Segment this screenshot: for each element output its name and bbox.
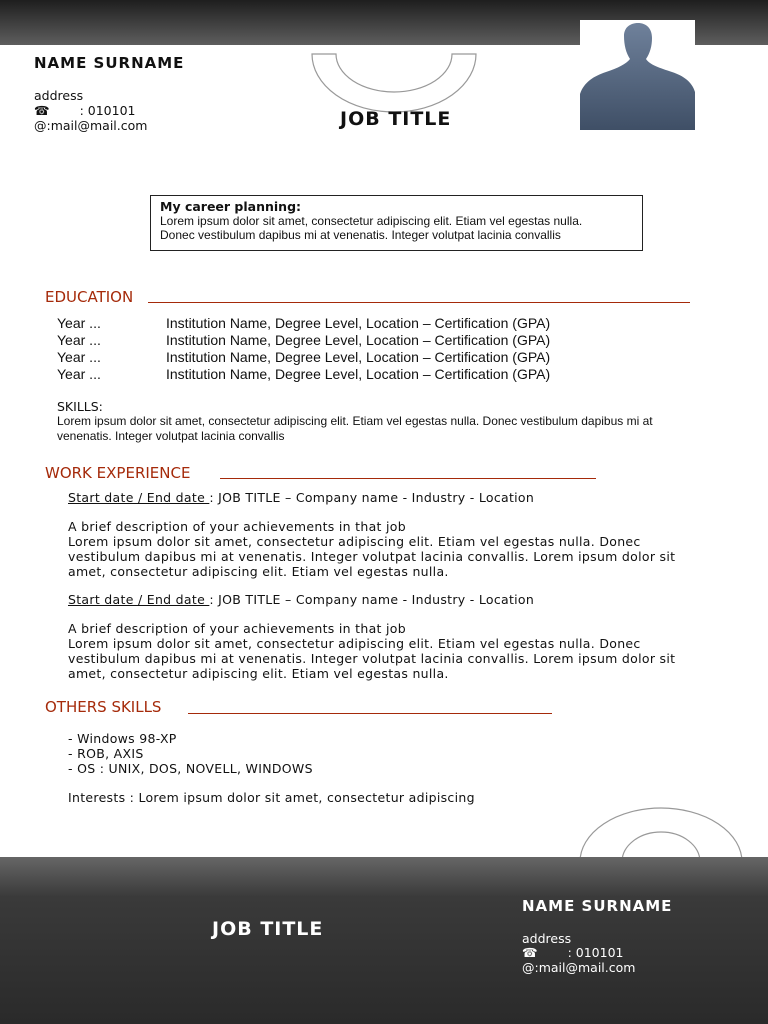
education-year: Year ...	[57, 366, 101, 382]
phone-icon: ☎	[34, 103, 50, 118]
education-row	[57, 366, 550, 383]
education-year: Year ...	[57, 315, 101, 331]
header-name: NAME SURNAME	[34, 54, 185, 72]
footer-phone: : 010101	[567, 945, 624, 960]
education-row	[57, 349, 550, 366]
work-desc-line: Lorem ipsum dolor sit amet, consectetur adipiscing elit. Etiam vel egestas nulla. Donec	[68, 636, 641, 651]
work-role: : JOB TITLE – Company name - Industry - Location	[209, 592, 535, 607]
education-year: Year ...	[57, 349, 101, 365]
others-item: - OS : UNIX, DOS, NOVELL, WINDOWS	[68, 761, 313, 776]
career-line-2: Donec vestibulum dapibus mi at venenatis. Integer volutpat lacinia convallis	[160, 228, 561, 242]
education-row	[57, 315, 550, 332]
work-entry	[68, 490, 708, 579]
education-title: EDUCATION	[45, 288, 134, 306]
work-brief: A brief description of your achievements in that job	[68, 621, 406, 636]
phone-icon: ☎	[522, 945, 538, 960]
skills-label: SKILLS:	[57, 399, 103, 414]
decorative-arc	[310, 52, 478, 114]
header-address: address	[34, 88, 84, 103]
work-desc-line: vestibulum dapibus mi at venenatis. Integer volutpat lacinia convallis. Lorem ipsum dolor sit	[68, 549, 676, 564]
career-heading: My career planning:	[160, 199, 302, 214]
others-title: OTHERS SKILLS	[45, 698, 162, 716]
education-list	[57, 315, 550, 383]
education-detail: Institution Name, Degree Level, Location – Certification (GPA)	[166, 315, 551, 331]
footer-name: NAME SURNAME	[522, 897, 673, 915]
footer-band	[0, 857, 768, 1024]
header-phone-row	[34, 103, 135, 118]
work-role: : JOB TITLE – Company name - Industry - Location	[209, 490, 535, 505]
person-silhouette-icon	[580, 20, 695, 130]
education-detail: Institution Name, Degree Level, Location – Certification (GPA)	[166, 349, 551, 365]
work-rule	[220, 478, 596, 479]
footer-email[interactable]: @:mail@mail.com	[522, 960, 636, 975]
work-title: WORK EXPERIENCE	[45, 464, 191, 482]
profile-photo	[580, 20, 695, 130]
others-item: - ROB, AXIS	[68, 746, 144, 761]
work-dates: Start date / End date	[68, 592, 210, 607]
education-row	[57, 332, 550, 349]
footer-address: address	[522, 931, 572, 946]
career-planning-box	[150, 195, 643, 251]
education-detail: Institution Name, Degree Level, Location – Certification (GPA)	[166, 366, 551, 382]
work-desc-line: amet, consectetur adipiscing elit. Etiam vel egestas nulla.	[68, 564, 449, 579]
work-entry	[68, 592, 708, 681]
skills-text: Lorem ipsum dolor sit amet, consectetur adipiscing elit. Etiam vel egestas nulla. Donec vestibulum dapibus mi at venenatis. Integer volutpat lacinia convallis	[57, 414, 653, 443]
education-heading	[45, 288, 133, 306]
work-entry-header	[68, 490, 708, 505]
others-list	[68, 731, 313, 776]
career-line-1: Lorem ipsum dolor sit amet, consectetur adipiscing elit. Etiam vel egestas nulla.	[160, 214, 583, 228]
footer-job-title: JOB TITLE	[212, 918, 324, 940]
education-rule	[148, 302, 690, 303]
header-job-title: JOB TITLE	[340, 108, 452, 130]
work-desc-line: vestibulum dapibus mi at venenatis. Integer volutpat lacinia convallis. Lorem ipsum dolor sit	[68, 651, 676, 666]
decorative-arc-bottom	[578, 806, 744, 864]
header-phone: : 010101	[79, 103, 136, 118]
others-rule	[188, 713, 552, 714]
work-dates: Start date / End date	[68, 490, 210, 505]
others-item: - Windows 98-XP	[68, 731, 177, 746]
work-desc-line: Lorem ipsum dolor sit amet, consectetur adipiscing elit. Etiam vel egestas nulla. Donec	[68, 534, 641, 549]
education-year: Year ...	[57, 332, 101, 348]
education-detail: Institution Name, Degree Level, Location – Certification (GPA)	[166, 332, 551, 348]
header-email[interactable]: @:mail@mail.com	[34, 118, 148, 133]
work-entry-header	[68, 592, 708, 607]
work-heading	[45, 464, 190, 482]
interests-text: Interests : Lorem ipsum dolor sit amet, consectetur adipiscing	[68, 790, 475, 805]
work-desc-line: amet, consectetur adipiscing elit. Etiam vel egestas nulla.	[68, 666, 449, 681]
footer-phone-row	[522, 945, 623, 960]
others-heading	[45, 698, 161, 716]
work-brief: A brief description of your achievements in that job	[68, 519, 406, 534]
